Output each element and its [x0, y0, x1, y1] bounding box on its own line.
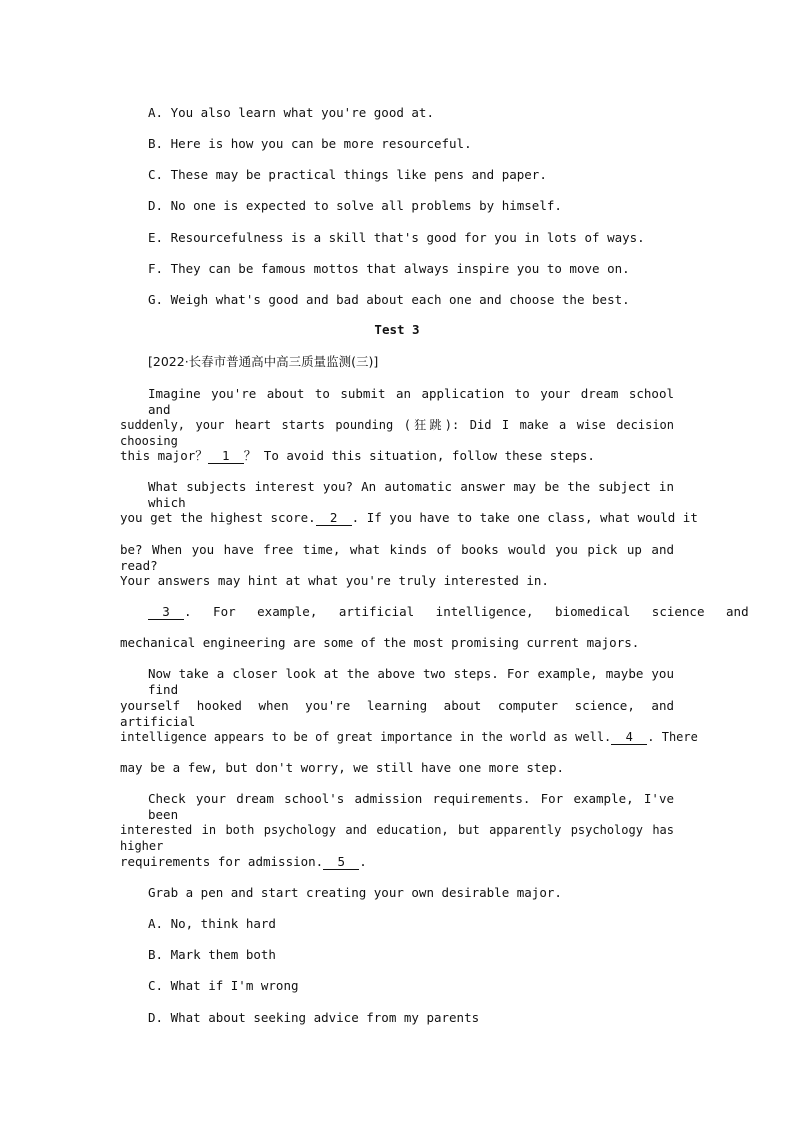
answer-option-c: C. What if I'm wrong	[148, 978, 299, 993]
answer-option-b: B. Mark them both	[148, 947, 276, 962]
p5-line-3	[120, 854, 367, 870]
p1-line-3-post: ？ To avoid this situation, follow these steps.	[243, 448, 595, 463]
blank-2[interactable]: 2	[316, 511, 352, 526]
blank-5[interactable]: 5	[323, 855, 359, 870]
p2-line-2-pre: you get the highest score.	[120, 510, 316, 525]
p4-line-2: yourself hooked when you're learning about computer science, and artificial	[120, 698, 674, 729]
p4-line-3	[120, 729, 698, 745]
option-c: C. These may be practical things like pens and paper.	[148, 167, 547, 182]
option-a: A. You also learn what you're good at.	[148, 105, 434, 120]
p2-line-1: What subjects interest you? An automatic answer may be the subject in which	[148, 479, 674, 510]
blank-1[interactable]: 1	[208, 449, 244, 464]
p1-line-1: Imagine you're about to submit an application to your dream school and	[148, 386, 674, 417]
p2-line-2	[120, 510, 698, 526]
p4-line-3-pre: intelligence appears to be of great importance in the world as well.	[120, 730, 612, 744]
p3-line-1	[148, 604, 749, 620]
p5-line-1: Check your dream school's admission requirements. For example, I've been	[148, 791, 674, 822]
source-line: [2022·长春市普通高中高三质量监测(三)]	[148, 354, 379, 369]
option-f: F. They can be famous mottos that always inspire you to move on.	[148, 261, 630, 276]
p4-line-1: Now take a closer look at the above two steps. For example, maybe you find	[148, 666, 674, 697]
p1-line-2: suddenly, your heart starts pounding (狂跳): Did I make a wise decision choosing	[120, 418, 674, 448]
blank-3[interactable]: 3	[148, 605, 184, 620]
p1-line-3-pre: this major？	[120, 448, 208, 463]
p2-line-2-post: . If you have to take one class, what would it	[351, 510, 698, 525]
p2-line-4: Your answers may hint at what you're truly interested in.	[120, 573, 549, 588]
blank-4[interactable]: 4	[611, 730, 647, 745]
p5-line-3-pre: requirements for admission.	[120, 854, 324, 869]
p6-line-1: Grab a pen and start creating your own desirable major.	[148, 885, 562, 900]
p5-line-2: interested in both psychology and education, but apparently psychology has higher	[120, 823, 674, 853]
p3-line-1-post: . For example, artificial intelligence, biomedical science and	[184, 604, 749, 619]
option-b: B. Here is how you can be more resourceful.	[148, 136, 472, 151]
test-title: Test 3	[374, 322, 420, 337]
p4-line-3-post: . There	[647, 730, 698, 744]
p5-line-3-post: .	[359, 854, 367, 869]
answer-option-d: D. What about seeking advice from my parents	[148, 1010, 480, 1025]
option-d: D. No one is expected to solve all problems by himself.	[148, 198, 562, 213]
p1-line-3	[120, 448, 595, 464]
p2-line-3: be? When you have free time, what kinds of books would you pick up and read?	[120, 542, 674, 573]
p3-line-2: mechanical engineering are some of the most promising current majors.	[120, 635, 640, 650]
p4-line-4: may be a few, but don't worry, we still have one more step.	[120, 760, 565, 775]
option-e: E. Resourcefulness is a skill that's good for you in lots of ways.	[148, 230, 645, 245]
answer-option-a: A. No, think hard	[148, 916, 276, 931]
option-g: G. Weigh what's good and bad about each one and choose the best.	[148, 292, 630, 307]
